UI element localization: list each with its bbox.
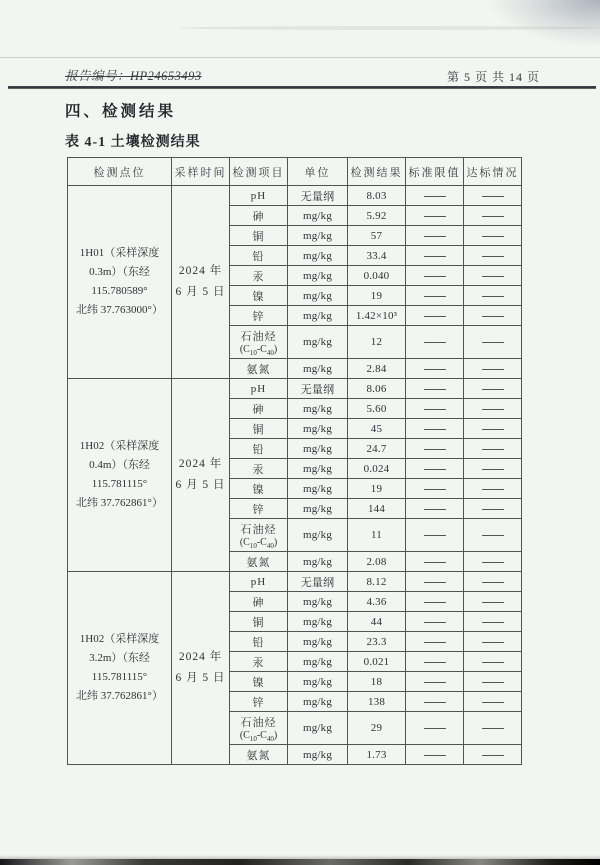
result-cell: 12 bbox=[348, 326, 406, 359]
unit-cell: mg/kg bbox=[288, 359, 348, 379]
result-cell: 33.4 bbox=[348, 246, 406, 266]
compliance-cell: —— bbox=[464, 479, 522, 499]
item-cell: pH bbox=[230, 572, 288, 592]
result-cell: 23.3 bbox=[348, 632, 406, 652]
limit-cell: —— bbox=[406, 592, 464, 612]
item-cell: 铅 bbox=[230, 246, 288, 266]
limit-cell: —— bbox=[406, 246, 464, 266]
unit-cell: mg/kg bbox=[288, 459, 348, 479]
location-line: 1H02（采样深度 bbox=[79, 633, 160, 645]
item-cell: pH bbox=[230, 379, 288, 399]
result-cell: 0.040 bbox=[348, 266, 406, 286]
result-cell: 144 bbox=[348, 499, 406, 519]
item-cell: 镍 bbox=[230, 672, 288, 692]
limit-cell: —— bbox=[406, 419, 464, 439]
table-row bbox=[68, 186, 522, 206]
item-cell: 氨氮 bbox=[230, 359, 288, 379]
unit-cell: mg/kg bbox=[288, 439, 348, 459]
col-header-1: 采样时间 bbox=[172, 158, 230, 186]
result-cell: 19 bbox=[348, 286, 406, 306]
result-cell: 2.08 bbox=[348, 552, 406, 572]
item-cell: 砷 bbox=[230, 206, 288, 226]
compliance-cell: —— bbox=[464, 672, 522, 692]
date-line: 2024 年 bbox=[178, 651, 223, 663]
col-header-0: 检测点位 bbox=[68, 158, 172, 186]
limit-cell: —— bbox=[406, 499, 464, 519]
limit-cell: —— bbox=[406, 459, 464, 479]
compliance-cell: —— bbox=[464, 572, 522, 592]
sampling-date-cell bbox=[172, 186, 230, 379]
unit-cell: mg/kg bbox=[288, 306, 348, 326]
result-cell: 0.024 bbox=[348, 459, 406, 479]
limit-cell: —— bbox=[406, 399, 464, 419]
location-cell bbox=[68, 572, 172, 765]
item-cell: 氨氮 bbox=[230, 552, 288, 572]
compliance-cell: —— bbox=[464, 712, 522, 745]
result-cell: 18 bbox=[348, 672, 406, 692]
limit-cell: —— bbox=[406, 206, 464, 226]
compliance-cell: —— bbox=[464, 612, 522, 632]
item-cell: 砷 bbox=[230, 592, 288, 612]
col-header-5: 标准限值 bbox=[406, 158, 464, 186]
soil-results-table bbox=[67, 157, 522, 765]
unit-cell: mg/kg bbox=[288, 632, 348, 652]
table-title: 表 4-1 土壤检测结果 bbox=[65, 135, 201, 150]
unit-cell: 无量纲 bbox=[288, 186, 348, 206]
location-line: 115.781115° bbox=[91, 478, 148, 490]
unit-cell: mg/kg bbox=[288, 652, 348, 672]
limit-cell: —— bbox=[406, 652, 464, 672]
compliance-cell: —— bbox=[464, 439, 522, 459]
limit-cell: —— bbox=[406, 672, 464, 692]
unit-cell: mg/kg bbox=[288, 399, 348, 419]
col-header-4: 检测结果 bbox=[348, 158, 406, 186]
item-cell: 锌 bbox=[230, 692, 288, 712]
limit-cell: —— bbox=[406, 692, 464, 712]
compliance-cell: —— bbox=[464, 692, 522, 712]
location-line: 115.781115° bbox=[91, 671, 148, 683]
unit-cell: mg/kg bbox=[288, 499, 348, 519]
unit-cell: mg/kg bbox=[288, 286, 348, 306]
location-line: 1H02（采样深度 bbox=[79, 440, 160, 452]
compliance-cell: —— bbox=[464, 186, 522, 206]
item-cell: 锌 bbox=[230, 499, 288, 519]
limit-cell: —— bbox=[406, 479, 464, 499]
unit-cell: 无量纲 bbox=[288, 379, 348, 399]
soil-results-table-wrap bbox=[67, 157, 522, 765]
compliance-cell: —— bbox=[464, 499, 522, 519]
limit-cell: —— bbox=[406, 379, 464, 399]
item-cell: 铜 bbox=[230, 226, 288, 246]
item-cell: 石油烃 $(C_{10}-C_{40})$ bbox=[230, 519, 288, 552]
unit-cell: mg/kg bbox=[288, 266, 348, 286]
result-cell: 1.42×10³ bbox=[348, 306, 406, 326]
unit-cell: mg/kg bbox=[288, 419, 348, 439]
result-cell: 2.84 bbox=[348, 359, 406, 379]
location-line: 1H01（采样深度 bbox=[79, 247, 160, 259]
limit-cell: —— bbox=[406, 572, 464, 592]
date-line: 6 月 5 日 bbox=[175, 286, 226, 298]
limit-cell: —— bbox=[406, 306, 464, 326]
compliance-cell: —— bbox=[464, 379, 522, 399]
unit-cell: mg/kg bbox=[288, 692, 348, 712]
compliance-cell: —— bbox=[464, 286, 522, 306]
limit-cell: —— bbox=[406, 186, 464, 206]
table-body bbox=[68, 186, 522, 765]
result-cell: 19 bbox=[348, 479, 406, 499]
scan-corner-shadow bbox=[490, 0, 600, 46]
compliance-cell: —— bbox=[464, 206, 522, 226]
item-cell: 汞 bbox=[230, 459, 288, 479]
unit-cell: mg/kg bbox=[288, 479, 348, 499]
result-cell: 8.06 bbox=[348, 379, 406, 399]
limit-cell: —— bbox=[406, 266, 464, 286]
scan-streak bbox=[0, 57, 600, 58]
item-cell: 石油烃 $(C_{10}-C_{40})$ bbox=[230, 326, 288, 359]
result-cell: 29 bbox=[348, 712, 406, 745]
date-line: 2024 年 bbox=[178, 458, 223, 470]
table-row bbox=[68, 572, 522, 592]
report-number: 报告编号：HP24653493 bbox=[65, 69, 202, 83]
item-cell: 镍 bbox=[230, 479, 288, 499]
compliance-cell: —— bbox=[464, 519, 522, 552]
unit-cell: mg/kg bbox=[288, 226, 348, 246]
unit-cell: mg/kg bbox=[288, 246, 348, 266]
item-cell: 石油烃 $(C_{10}-C_{40})$ bbox=[230, 712, 288, 745]
col-header-6: 达标情况 bbox=[464, 158, 522, 186]
item-cell: 铅 bbox=[230, 439, 288, 459]
result-cell: 4.36 bbox=[348, 592, 406, 612]
compliance-cell: —— bbox=[464, 399, 522, 419]
unit-cell: mg/kg bbox=[288, 326, 348, 359]
result-cell: 24.7 bbox=[348, 439, 406, 459]
header-rule bbox=[8, 86, 596, 89]
location-line: 北纬 37.762861°） bbox=[76, 690, 163, 702]
unit-cell: mg/kg bbox=[288, 612, 348, 632]
compliance-cell: —— bbox=[464, 592, 522, 612]
unit-cell: mg/kg bbox=[288, 552, 348, 572]
location-line: 115.780589° bbox=[91, 285, 148, 297]
result-cell: 138 bbox=[348, 692, 406, 712]
item-cell: 氨氮 bbox=[230, 745, 288, 765]
result-cell: 5.60 bbox=[348, 399, 406, 419]
result-cell: 8.03 bbox=[348, 186, 406, 206]
location-cell bbox=[68, 186, 172, 379]
compliance-cell: —— bbox=[464, 552, 522, 572]
item-cell: 镍 bbox=[230, 286, 288, 306]
compliance-cell: —— bbox=[464, 306, 522, 326]
limit-cell: —— bbox=[406, 612, 464, 632]
date-line: 6 月 5 日 bbox=[175, 479, 226, 491]
limit-cell: —— bbox=[406, 286, 464, 306]
item-cell: 汞 bbox=[230, 266, 288, 286]
result-cell: 44 bbox=[348, 612, 406, 632]
limit-cell: —— bbox=[406, 712, 464, 745]
sampling-date-cell bbox=[172, 572, 230, 765]
compliance-cell: —— bbox=[464, 246, 522, 266]
compliance-cell: —— bbox=[464, 632, 522, 652]
limit-cell: —— bbox=[406, 632, 464, 652]
date-line: 6 月 5 日 bbox=[175, 672, 226, 684]
sampling-date-cell bbox=[172, 379, 230, 572]
unit-cell: mg/kg bbox=[288, 206, 348, 226]
compliance-cell: —— bbox=[464, 652, 522, 672]
scan-streak bbox=[180, 26, 600, 30]
result-cell: 8.12 bbox=[348, 572, 406, 592]
item-cell: pH bbox=[230, 186, 288, 206]
item-cell: 铜 bbox=[230, 612, 288, 632]
page-indicator: 第 5 页 共 14 页 bbox=[446, 70, 540, 84]
unit-cell: mg/kg bbox=[288, 712, 348, 745]
location-line: 0.4m）（东经 bbox=[89, 459, 150, 471]
date-line: 2024 年 bbox=[178, 265, 223, 277]
compliance-cell: —— bbox=[464, 419, 522, 439]
col-header-2: 检测项目 bbox=[230, 158, 288, 186]
compliance-cell: —— bbox=[464, 326, 522, 359]
result-cell: 0.021 bbox=[348, 652, 406, 672]
col-header-3: 单位 bbox=[288, 158, 348, 186]
unit-cell: 无量纲 bbox=[288, 572, 348, 592]
compliance-cell: —— bbox=[464, 745, 522, 765]
item-cell: 锌 bbox=[230, 306, 288, 326]
unit-cell: mg/kg bbox=[288, 519, 348, 552]
location-cell bbox=[68, 379, 172, 572]
compliance-cell: —— bbox=[464, 226, 522, 246]
unit-cell: mg/kg bbox=[288, 745, 348, 765]
location-line: 3.2m）（东经 bbox=[89, 652, 150, 664]
limit-cell: —— bbox=[406, 519, 464, 552]
item-cell: 铅 bbox=[230, 632, 288, 652]
limit-cell: —— bbox=[406, 226, 464, 246]
limit-cell: —— bbox=[406, 552, 464, 572]
result-cell: 1.73 bbox=[348, 745, 406, 765]
location-line: 北纬 37.762861°） bbox=[76, 497, 163, 509]
result-cell: 57 bbox=[348, 226, 406, 246]
item-cell: 砷 bbox=[230, 399, 288, 419]
location-line: 北纬 37.763000°） bbox=[76, 304, 163, 316]
page-header bbox=[65, 66, 540, 86]
item-cell: 铜 bbox=[230, 419, 288, 439]
limit-cell: —— bbox=[406, 745, 464, 765]
section-title: 四、检测结果 bbox=[65, 103, 177, 120]
limit-cell: —— bbox=[406, 439, 464, 459]
scan-bottom-edge bbox=[0, 859, 600, 865]
table-head bbox=[68, 158, 522, 186]
compliance-cell: —— bbox=[464, 359, 522, 379]
unit-cell: mg/kg bbox=[288, 592, 348, 612]
unit-cell: mg/kg bbox=[288, 672, 348, 692]
result-cell: 11 bbox=[348, 519, 406, 552]
limit-cell: —— bbox=[406, 326, 464, 359]
table-row bbox=[68, 379, 522, 399]
result-cell: 45 bbox=[348, 419, 406, 439]
compliance-cell: —— bbox=[464, 266, 522, 286]
location-line: 0.3m）（东经 bbox=[89, 266, 150, 278]
item-cell: 汞 bbox=[230, 652, 288, 672]
compliance-cell: —— bbox=[464, 459, 522, 479]
result-cell: 5.92 bbox=[348, 206, 406, 226]
limit-cell: —— bbox=[406, 359, 464, 379]
